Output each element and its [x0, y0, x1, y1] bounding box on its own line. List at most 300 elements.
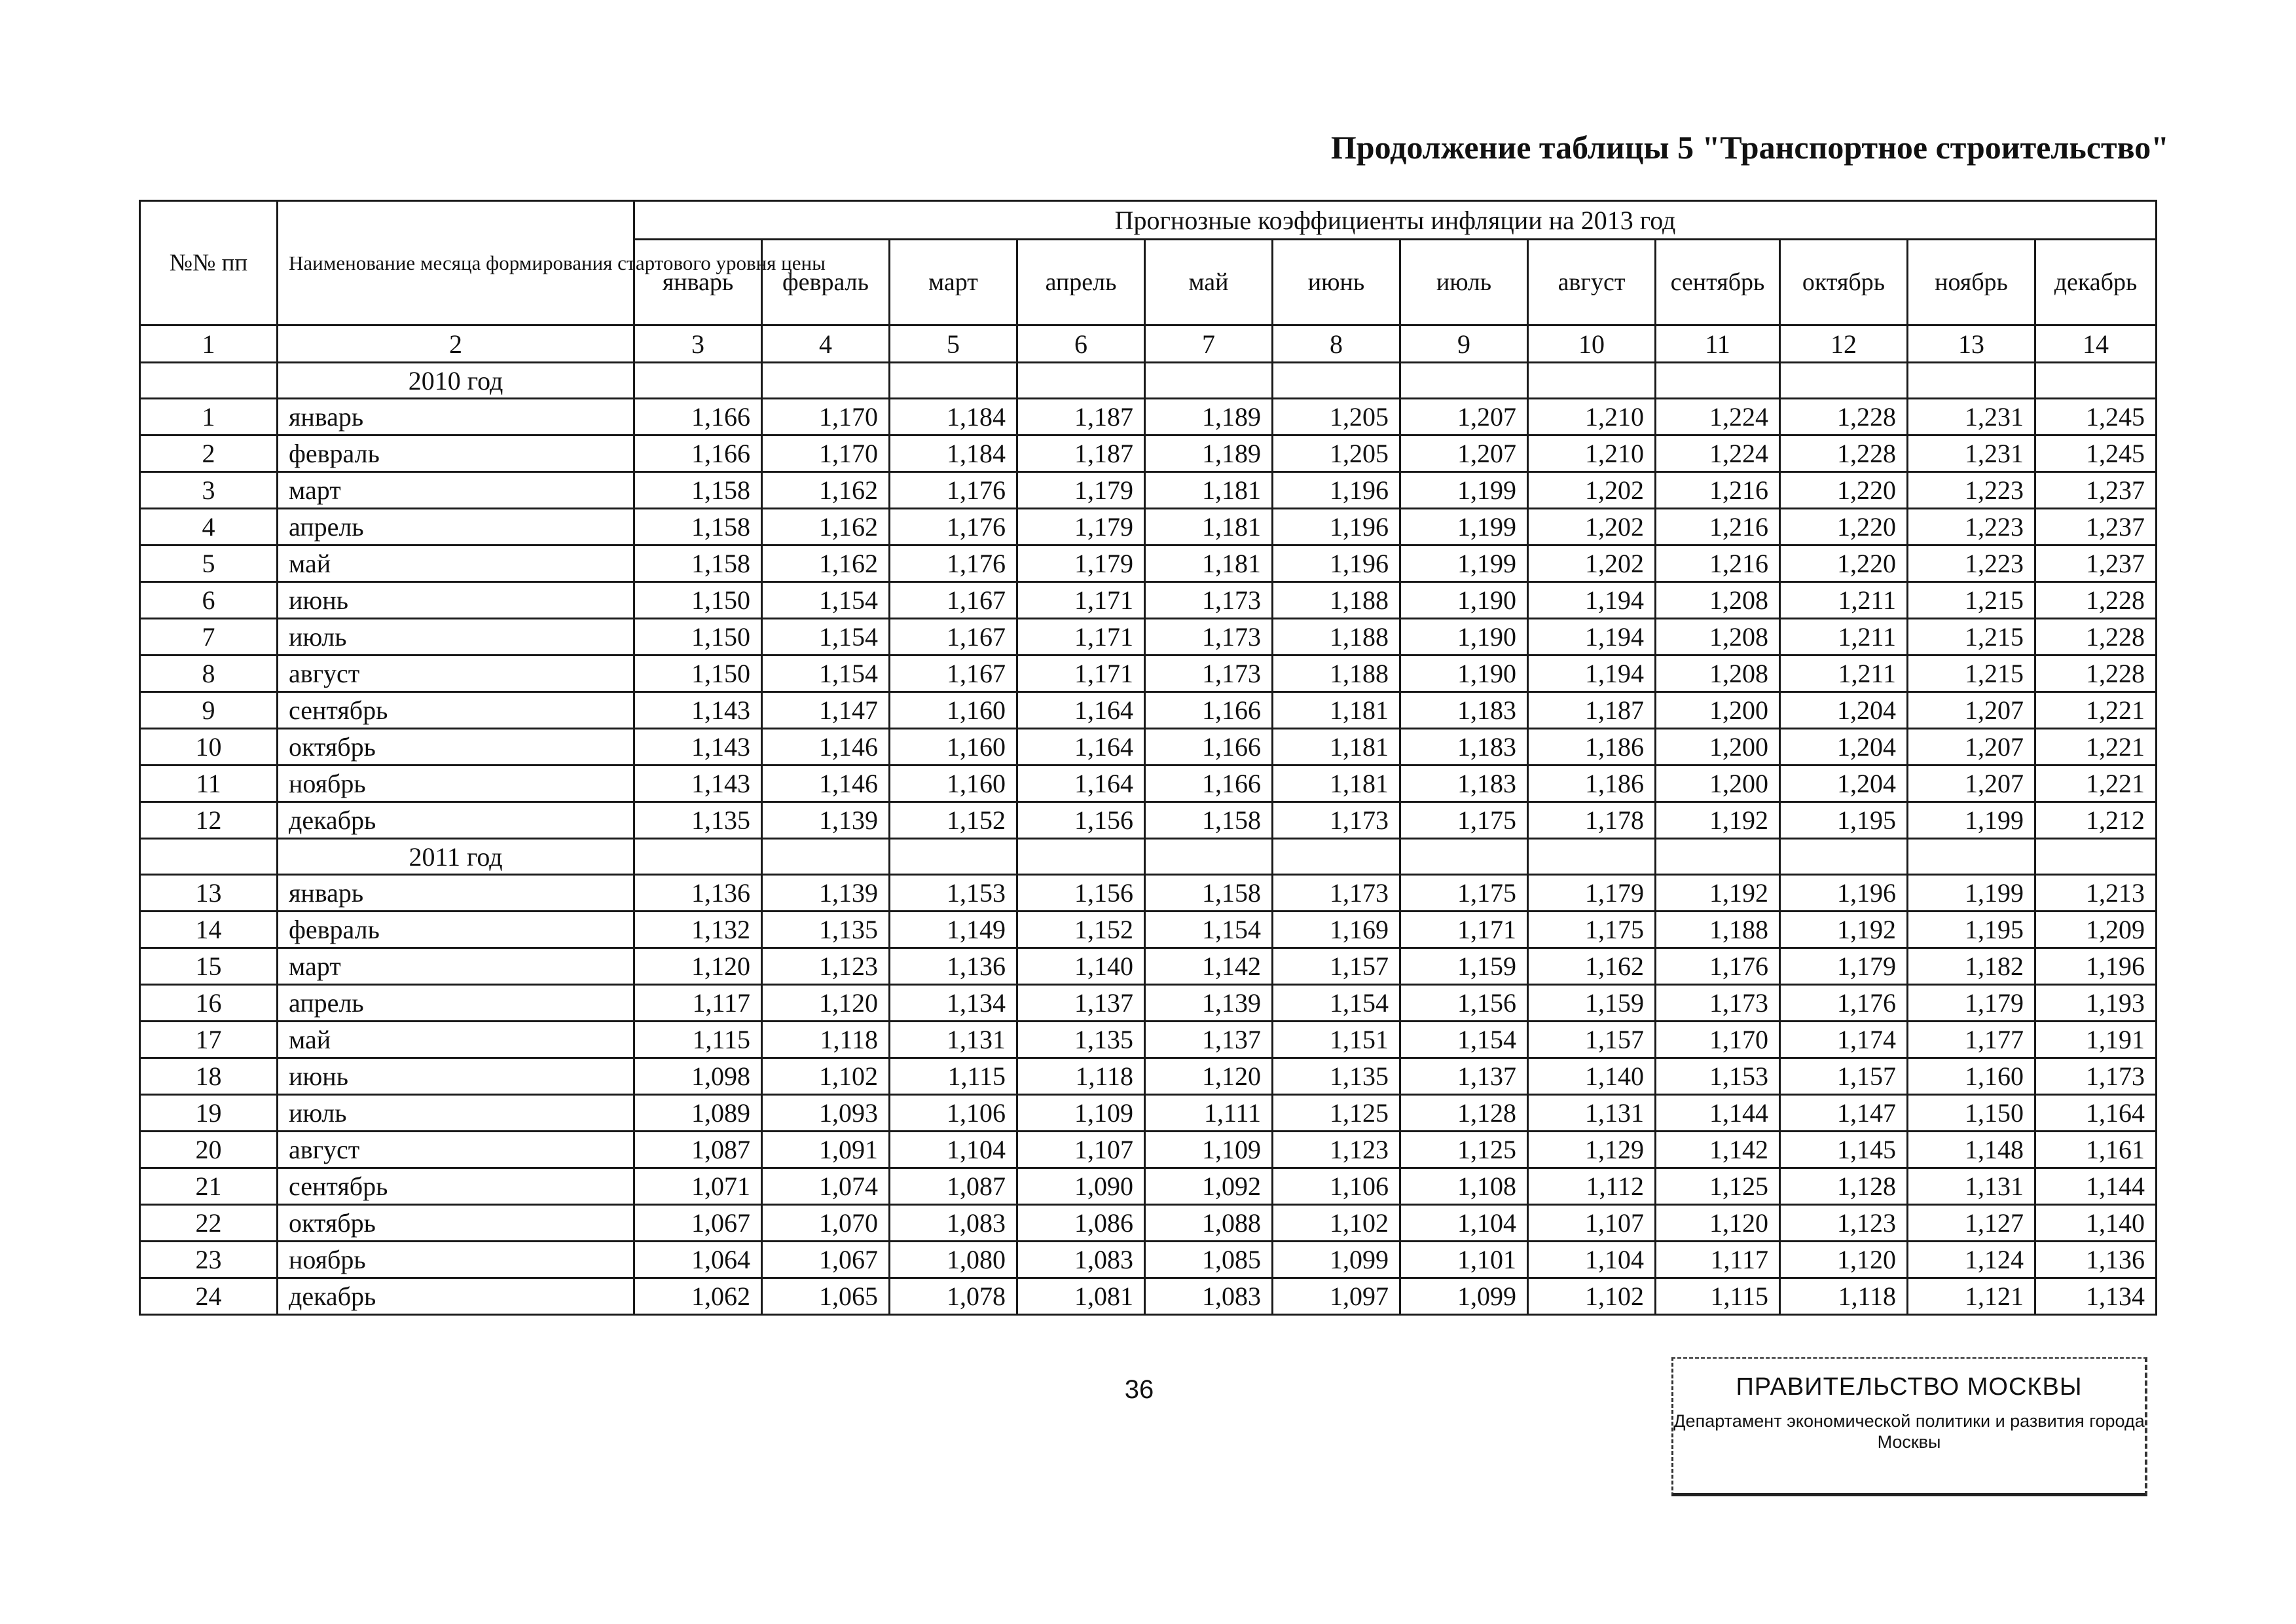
coefficient-cell: 1,081	[1017, 1278, 1145, 1315]
coefficient-cell: 1,167	[890, 655, 1017, 692]
coefficient-cell: 1,164	[2035, 1095, 2157, 1132]
coefficient-cell: 1,147	[1780, 1095, 1908, 1132]
coefficient-cell: 1,087	[890, 1168, 1017, 1205]
year-row-empty-cell	[2035, 363, 2157, 399]
year-row-empty-cell	[762, 363, 890, 399]
coefficient-cell: 1,115	[890, 1058, 1017, 1095]
row-month-name: январь	[278, 875, 634, 912]
coefficient-cell: 1,148	[1908, 1132, 2035, 1168]
coefficient-cell: 1,162	[762, 509, 890, 545]
coefficient-cell: 1,067	[762, 1242, 890, 1278]
coefficient-cell: 1,070	[762, 1205, 890, 1242]
coefficient-cell: 1,154	[762, 655, 890, 692]
coefficient-cell: 1,102	[762, 1058, 890, 1095]
coefficient-cell: 1,190	[1400, 619, 1528, 655]
coefficient-cell: 1,202	[1528, 545, 1656, 582]
coefficient-cell: 1,207	[1908, 729, 2035, 766]
coefficient-cell: 1,158	[1145, 802, 1273, 839]
coefficient-cell: 1,104	[890, 1132, 1017, 1168]
table-row	[140, 729, 2157, 766]
coefficient-cell: 1,188	[1656, 912, 1780, 948]
row-number: 8	[140, 655, 278, 692]
year-row-empty-cell	[1400, 839, 1528, 875]
coefficient-cell: 1,080	[890, 1242, 1017, 1278]
table-row	[140, 472, 2157, 509]
coefficient-cell: 1,166	[634, 435, 762, 472]
coefficient-cell: 1,160	[890, 692, 1017, 729]
coefficient-cell: 1,162	[1528, 948, 1656, 985]
coefficient-cell: 1,194	[1528, 619, 1656, 655]
coefficient-cell: 1,223	[1908, 509, 2035, 545]
coefficient-cell: 1,159	[1528, 985, 1656, 1022]
coefficient-cell: 1,124	[1908, 1242, 2035, 1278]
coefficient-cell: 1,184	[890, 435, 1017, 472]
coefficient-cell: 1,153	[1656, 1058, 1780, 1095]
coefficient-cell: 1,140	[1017, 948, 1145, 985]
coefficient-cell: 1,228	[1780, 399, 1908, 435]
coefficient-cell: 1,137	[1145, 1022, 1273, 1058]
coefficient-cell: 1,143	[634, 729, 762, 766]
year-row-empty-cell	[634, 839, 762, 875]
coefficient-cell: 1,195	[1780, 802, 1908, 839]
column-number-12: 12	[1780, 325, 1908, 363]
table-row	[140, 1278, 2157, 1315]
year-row-empty-cell	[140, 839, 278, 875]
coefficient-cell: 1,176	[890, 509, 1017, 545]
coefficient-cell: 1,144	[2035, 1168, 2157, 1205]
coefficient-cell: 1,071	[634, 1168, 762, 1205]
year-row-empty-cell	[1273, 839, 1400, 875]
coefficient-cell: 1,228	[2035, 619, 2157, 655]
coefficient-cell: 1,064	[634, 1242, 762, 1278]
coefficient-cell: 1,173	[1273, 875, 1400, 912]
coefficient-cell: 1,202	[1528, 472, 1656, 509]
page-number: 36	[1124, 1375, 1154, 1404]
table-header	[140, 201, 2157, 325]
table-title: Продолжение таблицы 5 "Транспортное строительство"	[1330, 129, 2169, 166]
coefficient-cell: 1,173	[1273, 802, 1400, 839]
coefficient-cell: 1,120	[1780, 1242, 1908, 1278]
column-number-7: 7	[1145, 325, 1273, 363]
coefficient-cell: 1,123	[1273, 1132, 1400, 1168]
coefficient-cell: 1,200	[1656, 729, 1780, 766]
coefficient-cell: 1,196	[1273, 545, 1400, 582]
month-header-3: март	[890, 240, 1017, 325]
coefficient-cell: 1,207	[1908, 766, 2035, 802]
column-number-8: 8	[1273, 325, 1400, 363]
month-header-9: сентябрь	[1656, 240, 1780, 325]
coefficient-cell: 1,210	[1528, 399, 1656, 435]
coefficient-cell: 1,192	[1780, 912, 1908, 948]
coefficient-cell: 1,129	[1528, 1132, 1656, 1168]
coefficient-cell: 1,207	[1400, 435, 1528, 472]
coefficient-cell: 1,192	[1656, 875, 1780, 912]
coefficient-cell: 1,157	[1528, 1022, 1656, 1058]
coefficient-cell: 1,183	[1400, 729, 1528, 766]
coefficient-cell: 1,175	[1400, 802, 1528, 839]
month-header-1: январь	[634, 240, 762, 325]
coefficient-cell: 1,186	[1528, 766, 1656, 802]
coefficient-cell: 1,200	[1656, 766, 1780, 802]
coefficient-cell: 1,150	[634, 582, 762, 619]
coefficient-cell: 1,191	[2035, 1022, 2157, 1058]
coefficient-cell: 1,142	[1145, 948, 1273, 985]
coefficient-cell: 1,131	[1908, 1168, 2035, 1205]
coefficient-cell: 1,135	[762, 912, 890, 948]
row-number: 18	[140, 1058, 278, 1095]
coefficient-cell: 1,164	[1017, 766, 1145, 802]
table-row	[140, 509, 2157, 545]
coefficient-cell: 1,187	[1017, 399, 1145, 435]
coefficient-cell: 1,170	[762, 435, 890, 472]
coefficient-cell: 1,189	[1145, 435, 1273, 472]
coefficient-cell: 1,175	[1400, 875, 1528, 912]
year-row-empty-cell	[890, 363, 1017, 399]
year-row-empty-cell	[1780, 839, 1908, 875]
coefficient-cell: 1,178	[1528, 802, 1656, 839]
row-number: 7	[140, 619, 278, 655]
coefficient-cell: 1,189	[1145, 399, 1273, 435]
year-row-empty-cell	[1908, 839, 2035, 875]
row-number: 2	[140, 435, 278, 472]
table-row	[140, 1132, 2157, 1168]
column-number-1: 1	[140, 325, 278, 363]
coefficient-cell: 1,091	[762, 1132, 890, 1168]
stamp-line-2: Департамент экономической политики и развития города Москвы	[1673, 1411, 2145, 1452]
table-row	[140, 545, 2157, 582]
coefficient-cell: 1,228	[1780, 435, 1908, 472]
coefficient-cell: 1,210	[1528, 435, 1656, 472]
row-number: 14	[140, 912, 278, 948]
coefficient-cell: 1,199	[1400, 509, 1528, 545]
month-header-11: ноябрь	[1908, 240, 2035, 325]
row-number: 5	[140, 545, 278, 582]
coefficient-cell: 1,142	[1656, 1132, 1780, 1168]
year-row-empty-cell	[1017, 363, 1145, 399]
coefficient-cell: 1,199	[1908, 802, 2035, 839]
coefficient-cell: 1,223	[1908, 545, 2035, 582]
coefficient-cell: 1,171	[1017, 619, 1145, 655]
coefficient-cell: 1,088	[1145, 1205, 1273, 1242]
row-month-name: февраль	[278, 912, 634, 948]
coefficient-cell: 1,102	[1528, 1278, 1656, 1315]
coefficient-cell: 1,123	[762, 948, 890, 985]
coefficient-cell: 1,204	[1780, 692, 1908, 729]
coefficient-cell: 1,118	[1780, 1278, 1908, 1315]
row-number: 9	[140, 692, 278, 729]
coefficient-cell: 1,208	[1656, 582, 1780, 619]
row-month-name: февраль	[278, 435, 634, 472]
month-header-6: июнь	[1273, 240, 1400, 325]
row-number: 22	[140, 1205, 278, 1242]
coefficient-cell: 1,099	[1273, 1242, 1400, 1278]
month-header-10: октябрь	[1780, 240, 1908, 325]
year-label: 2010 год	[278, 363, 634, 399]
coefficient-cell: 1,085	[1145, 1242, 1273, 1278]
coefficient-cell: 1,158	[634, 509, 762, 545]
coefficient-cell: 1,174	[1780, 1022, 1908, 1058]
coefficient-cell: 1,220	[1780, 509, 1908, 545]
coefficient-cell: 1,161	[2035, 1132, 2157, 1168]
coefficient-cell: 1,117	[1656, 1242, 1780, 1278]
coefficient-cell: 1,160	[890, 729, 1017, 766]
coefficient-cell: 1,127	[1908, 1205, 2035, 1242]
coefficient-cell: 1,207	[1400, 399, 1528, 435]
coefficient-cell: 1,154	[1145, 912, 1273, 948]
coefficient-cell: 1,216	[1656, 472, 1780, 509]
coefficient-cell: 1,171	[1400, 912, 1528, 948]
coefficient-cell: 1,158	[634, 545, 762, 582]
row-number: 12	[140, 802, 278, 839]
coefficient-cell: 1,132	[634, 912, 762, 948]
coefficient-cell: 1,176	[1780, 985, 1908, 1022]
coefficient-cell: 1,179	[1017, 545, 1145, 582]
inflation-table	[139, 200, 2157, 1316]
year-row-empty-cell	[890, 839, 1017, 875]
coefficient-cell: 1,167	[890, 582, 1017, 619]
coefficient-cell: 1,188	[1273, 582, 1400, 619]
coefficient-cell: 1,237	[2035, 545, 2157, 582]
year-row	[140, 363, 2157, 399]
coefficient-cell: 1,156	[1400, 985, 1528, 1022]
coefficient-cell: 1,140	[2035, 1205, 2157, 1242]
row-month-name: апрель	[278, 509, 634, 545]
coefficient-cell: 1,107	[1017, 1132, 1145, 1168]
coefficient-cell: 1,216	[1656, 545, 1780, 582]
col-number-header: №№ пп	[140, 201, 278, 325]
row-month-name: август	[278, 655, 634, 692]
coefficient-cell: 1,196	[1780, 875, 1908, 912]
coefficient-cell: 1,157	[1780, 1058, 1908, 1095]
coefficient-cell: 1,211	[1780, 655, 1908, 692]
coefficient-cell: 1,115	[1656, 1278, 1780, 1315]
coefficient-cell: 1,188	[1273, 619, 1400, 655]
col-name-header: Наименование месяца формирования стартового уровня цены	[278, 201, 634, 325]
coefficient-cell: 1,237	[2035, 509, 2157, 545]
row-number: 15	[140, 948, 278, 985]
coefficient-cell: 1,237	[2035, 472, 2157, 509]
row-month-name: январь	[278, 399, 634, 435]
coefficient-cell: 1,200	[1656, 692, 1780, 729]
coefficient-cell: 1,173	[1145, 619, 1273, 655]
coefficient-cell: 1,152	[890, 802, 1017, 839]
column-number-11: 11	[1656, 325, 1780, 363]
coefficient-cell: 1,221	[2035, 766, 2157, 802]
column-number-5: 5	[890, 325, 1017, 363]
coefficient-cell: 1,187	[1528, 692, 1656, 729]
coefficient-cell: 1,131	[1528, 1095, 1656, 1132]
coefficient-cell: 1,150	[634, 655, 762, 692]
coefficient-cell: 1,209	[2035, 912, 2157, 948]
column-number-2: 2	[278, 325, 634, 363]
coefficient-cell: 1,215	[1908, 582, 2035, 619]
year-row-empty-cell	[634, 363, 762, 399]
year-row-empty-cell	[1528, 363, 1656, 399]
coefficient-cell: 1,162	[762, 545, 890, 582]
coefficient-cell: 1,211	[1780, 619, 1908, 655]
coefficient-cell: 1,146	[762, 766, 890, 802]
year-row-empty-cell	[1400, 363, 1528, 399]
coefficient-cell: 1,135	[1017, 1022, 1145, 1058]
coefficient-cell: 1,083	[890, 1205, 1017, 1242]
coefficient-cell: 1,156	[1017, 875, 1145, 912]
coefficient-cell: 1,181	[1145, 472, 1273, 509]
row-number: 23	[140, 1242, 278, 1278]
coefficient-cell: 1,065	[762, 1278, 890, 1315]
column-number-13: 13	[1908, 325, 2035, 363]
coefficient-cell: 1,245	[2035, 435, 2157, 472]
coefficient-cell: 1,147	[762, 692, 890, 729]
coefficient-cell: 1,166	[1145, 729, 1273, 766]
coefficient-cell: 1,097	[1273, 1278, 1400, 1315]
coefficient-cell: 1,224	[1656, 435, 1780, 472]
row-number: 20	[140, 1132, 278, 1168]
coefficient-cell: 1,143	[634, 692, 762, 729]
coefficient-cell: 1,228	[2035, 582, 2157, 619]
coefficient-cell: 1,179	[1017, 472, 1145, 509]
coefficient-cell: 1,181	[1273, 692, 1400, 729]
coefficient-cell: 1,181	[1273, 766, 1400, 802]
coefficient-cell: 1,179	[1780, 948, 1908, 985]
stamp-line-1: ПРАВИТЕЛЬСТВО МОСКВЫ	[1736, 1373, 2083, 1401]
coefficient-cell: 1,177	[1908, 1022, 2035, 1058]
coefficient-cell: 1,154	[762, 619, 890, 655]
coefficient-cell: 1,175	[1528, 912, 1656, 948]
coefficient-cell: 1,125	[1273, 1095, 1400, 1132]
coefficient-cell: 1,182	[1908, 948, 2035, 985]
coefficient-cell: 1,149	[890, 912, 1017, 948]
coefficient-cell: 1,125	[1400, 1132, 1528, 1168]
coefficient-cell: 1,204	[1780, 766, 1908, 802]
table-row	[140, 619, 2157, 655]
row-month-name: декабрь	[278, 1278, 634, 1315]
coefficient-cell: 1,176	[1656, 948, 1780, 985]
coefficient-cell: 1,120	[762, 985, 890, 1022]
coefficient-cell: 1,135	[634, 802, 762, 839]
coefficient-cell: 1,139	[762, 802, 890, 839]
coefficient-cell: 1,245	[2035, 399, 2157, 435]
coefficient-cell: 1,195	[1908, 912, 2035, 948]
coefficient-cell: 1,134	[890, 985, 1017, 1022]
table-row	[140, 802, 2157, 839]
column-number-10: 10	[1528, 325, 1656, 363]
coefficient-cell: 1,156	[1017, 802, 1145, 839]
month-header-8: август	[1528, 240, 1656, 325]
coefficient-cell: 1,220	[1780, 472, 1908, 509]
coefficient-cell: 1,117	[634, 985, 762, 1022]
coefficient-cell: 1,192	[1656, 802, 1780, 839]
coefficient-cell: 1,212	[2035, 802, 2157, 839]
row-month-name: июнь	[278, 1058, 634, 1095]
column-number-row	[140, 325, 2157, 363]
year-row-empty-cell	[1273, 363, 1400, 399]
coefficient-cell: 1,137	[1017, 985, 1145, 1022]
coefficient-cell: 1,144	[1656, 1095, 1780, 1132]
coefficient-cell: 1,193	[2035, 985, 2157, 1022]
table-row	[140, 435, 2157, 472]
coefficient-cell: 1,170	[1656, 1022, 1780, 1058]
table-row	[140, 985, 2157, 1022]
column-number-3: 3	[634, 325, 762, 363]
table-row	[140, 1168, 2157, 1205]
coefficient-cell: 1,166	[1145, 766, 1273, 802]
coefficient-cell: 1,179	[1528, 875, 1656, 912]
coefficient-cell: 1,140	[1528, 1058, 1656, 1095]
coefficient-cell: 1,139	[1145, 985, 1273, 1022]
coefficient-cell: 1,128	[1400, 1095, 1528, 1132]
coefficient-cell: 1,215	[1908, 619, 2035, 655]
coefficient-cell: 1,190	[1400, 655, 1528, 692]
coefficient-cell: 1,196	[1273, 509, 1400, 545]
table-row	[140, 1022, 2157, 1058]
coefficient-cell: 1,121	[1908, 1278, 2035, 1315]
coefficient-cell: 1,154	[1273, 985, 1400, 1022]
coefficient-cell: 1,184	[890, 399, 1017, 435]
coefficient-cell: 1,199	[1400, 545, 1528, 582]
row-number: 21	[140, 1168, 278, 1205]
row-number: 17	[140, 1022, 278, 1058]
coefficient-cell: 1,176	[890, 472, 1017, 509]
coefficient-cell: 1,083	[1017, 1242, 1145, 1278]
coefficient-cell: 1,213	[2035, 875, 2157, 912]
coefficient-cell: 1,166	[1145, 692, 1273, 729]
row-month-name: сентябрь	[278, 692, 634, 729]
coefficient-cell: 1,215	[1908, 655, 2035, 692]
column-number-4: 4	[762, 325, 890, 363]
coefficient-cell: 1,221	[2035, 692, 2157, 729]
coefficient-cell: 1,090	[1017, 1168, 1145, 1205]
year-label: 2011 год	[278, 839, 634, 875]
coefficient-cell: 1,093	[762, 1095, 890, 1132]
year-row-empty-cell	[762, 839, 890, 875]
coefficient-cell: 1,183	[1400, 766, 1528, 802]
coefficient-cell: 1,176	[890, 545, 1017, 582]
table-row	[140, 912, 2157, 948]
row-month-name: август	[278, 1132, 634, 1168]
coefficient-cell: 1,169	[1273, 912, 1400, 948]
month-header-12: декабрь	[2035, 240, 2157, 325]
coefficient-cell: 1,166	[634, 399, 762, 435]
coefficient-cell: 1,074	[762, 1168, 890, 1205]
table-row	[140, 692, 2157, 729]
year-row-empty-cell	[1656, 839, 1780, 875]
table-row	[140, 948, 2157, 985]
year-row-empty-cell	[140, 363, 278, 399]
coefficient-cell: 1,062	[634, 1278, 762, 1315]
table-row	[140, 766, 2157, 802]
coefficient-cell: 1,159	[1400, 948, 1528, 985]
coefficient-cell: 1,158	[634, 472, 762, 509]
coefficient-cell: 1,157	[1273, 948, 1400, 985]
coefficient-cell: 1,171	[1017, 655, 1145, 692]
coefficient-cell: 1,078	[890, 1278, 1017, 1315]
coefficient-cell: 1,181	[1273, 729, 1400, 766]
row-number: 6	[140, 582, 278, 619]
coefficients-group-header: Прогнозные коэффициенты инфляции на 2013 год	[634, 201, 2157, 240]
coefficient-cell: 1,107	[1528, 1205, 1656, 1242]
coefficient-cell: 1,092	[1145, 1168, 1273, 1205]
coefficient-cell: 1,231	[1908, 399, 2035, 435]
coefficient-cell: 1,205	[1273, 435, 1400, 472]
table-row	[140, 582, 2157, 619]
coefficient-cell: 1,136	[890, 948, 1017, 985]
coefficient-cell: 1,137	[1400, 1058, 1528, 1095]
coefficient-cell: 1,173	[1656, 985, 1780, 1022]
row-number: 11	[140, 766, 278, 802]
row-month-name: декабрь	[278, 802, 634, 839]
row-month-name: май	[278, 545, 634, 582]
coefficient-cell: 1,196	[2035, 948, 2157, 985]
